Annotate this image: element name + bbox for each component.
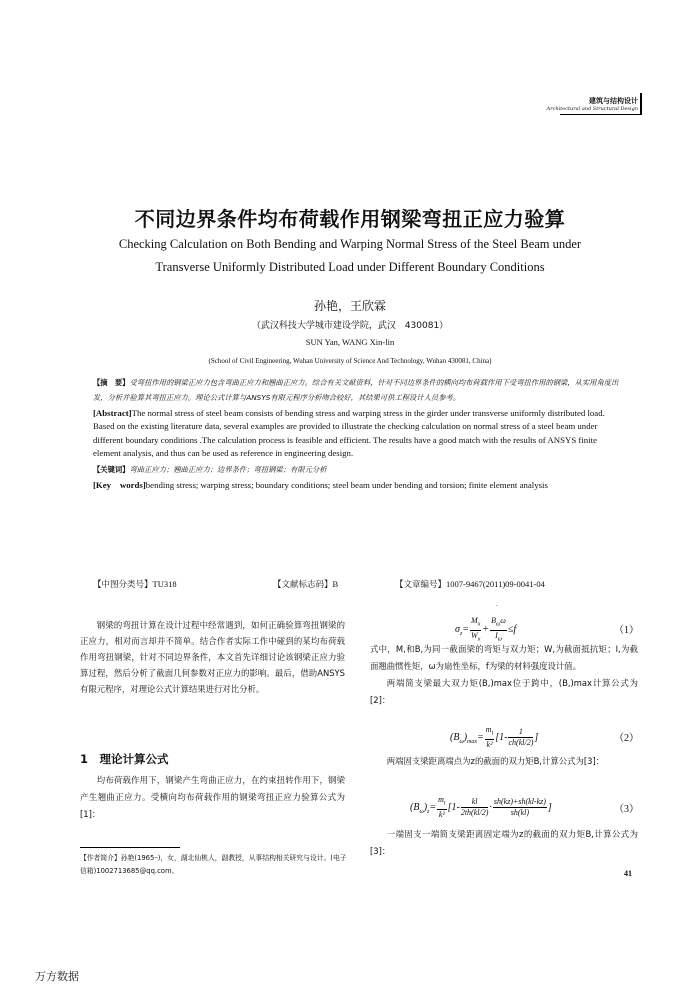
abstract-block: [93, 375, 623, 492]
equation-2: $(B_\omega)_{max}=$ $\frac{m_t}{\text{k²}}$ [1- $\frac{1}{ch(kl/2)}$ ]: [450, 725, 539, 749]
keywords-cn-label: 【关键词】: [93, 464, 130, 474]
equation-1: $\sigma_z=$ $\frac{M_x}{W_x}$ + $\frac{B_\omega\omega}{I_\omega}$ ≤f: [455, 616, 517, 643]
simple-beam-text: 两端简支梁最大双力矩(B,)max位于跨中，(B,)max计算公式为[2]：: [370, 678, 638, 705]
equation-3: $(B_\omega)_z=$ $\frac{m_t}{\text{k²}}$ [1- $\frac{kl}{2th(kl/2)}$ · $\frac{sh(kz)+sh(kl-kz)}{sh(kl)}$ ]: [410, 795, 552, 819]
fixed-beam-text: 两端固支梁距离端点为z的截面的双力矩B,计算公式为[3]：: [386, 756, 605, 766]
equation-1-description: [370, 641, 638, 709]
fixed-beam-paragraph: [370, 753, 638, 770]
page-number: 41: [624, 869, 632, 878]
clc-number: 【中图分类号】TU318: [93, 579, 177, 589]
section-1-text: 均布荷载作用下，钢梁产生弯曲正应力，在约束扭转作用下，钢梁产生翘曲正应力。受横向均布荷载作用的钢梁弯扭正应力验算公式为[1]：: [80, 775, 345, 819]
keywords-en-text: bending stress; warping stress; boundary conditions; steel beam under bending and torsion; finite element analysis: [145, 479, 548, 490]
section-1-body: [80, 772, 345, 823]
wanfang-watermark: 万方数据: [35, 970, 79, 983]
abstract-en-text: The normal stress of steel beam consists of bending stress and warping stress in the girder under transverse uniformly distributed load. Based on the existing literature data, several examples are provided to illustrate the checking calculation on normal stress of a steel beam under different boundary conditions .The calculation process is feasible and efficient. The results have a good match with the results of ANSYS finite element analysis, and thus can be used as reference in engineering design.: [93, 408, 605, 459]
header-divider-vertical: [640, 93, 642, 115]
keywords-en: [93, 479, 623, 492]
abstract-cn-label: 【摘 要】: [93, 378, 130, 387]
article-number: 【文章编号】1007-9467(2011)09-0041-04: [395, 579, 545, 589]
document-code: 【文献标志码】B: [273, 579, 339, 589]
author-footnote: 【作者简介】孙艳(1965–)，女，湖北仙桃人，副教授，从事结构相关研究与设计。(电子信箱)1002713685@qq.com。: [80, 854, 347, 875]
authors-cn: 孙艳，王欣霖: [313, 299, 386, 313]
abstract-en-label: [Abstract]: [93, 408, 132, 418]
equation-2-number: （2）: [614, 733, 639, 744]
cantilever-beam-paragraph: [370, 826, 638, 860]
equation-3-number: （3）: [614, 804, 639, 815]
journal-header-cn: 建筑与结构设计: [589, 97, 638, 105]
affiliation-cn: （武汉科技大学城市建设学院，武汉 430081）: [251, 321, 449, 331]
intro-paragraph: [80, 617, 345, 697]
abstract-cn: [93, 375, 623, 405]
separator-dot: ·: [496, 603, 498, 610]
equation-1-number: （1）: [614, 625, 639, 636]
keywords-cn-text: 弯曲正应力；翘曲正应力；边界条件；弯扭钢梁；有限元分析: [129, 464, 327, 474]
eq1-desc-text: 式中，M,和B,为同一截面梁的弯矩与双力矩；W,为截面抵抗矩；I,为截面翘曲惯性矩，ω为扇性坐标，f为梁的材料强度设计值。: [370, 644, 638, 671]
keywords-cn: [93, 462, 623, 477]
paper-title-cn: 不同边界条件均布荷载作用钢梁弯扭正应力验算: [134, 207, 566, 231]
abstract-cn-text: 受弯扭作用的钢梁正应力包含弯曲正应力和翘曲正应力。综合有关文献资料，针对不同边界条件的横向均布荷载作用下受弯扭作用的钢梁，从实用角度出发，分析并验算其弯扭正应力。理论公式计算与ANSYS有限元程序分析吻合较好，其结果可供工程设计人员参考。: [93, 378, 619, 402]
header-divider-horizontal: [560, 114, 640, 115]
intro-text: 钢梁的弯扭计算在设计过程中经常遇到，如何正确验算弯扭钢梁的正应力，相对而言却并不简单。结合作者实际工作中碰到的某均布荷载作用弯扭钢梁，针对不同边界条件，本文首先详细讨论该钢梁正应力验算过程，然后分析了截面几何参数对正应力的影响。最后，借助ANSYS有限元程序，对理论公式计算结果进行对比分析。: [80, 620, 345, 694]
authors-en: SUN Yan, WANG Xin-lin: [305, 337, 395, 347]
section-1-heading: 1 理论计算公式: [80, 752, 169, 766]
paper-title-en-line2: Transverse Uniformly Distributed Load under Different Boundary Conditions: [155, 260, 545, 274]
journal-header-en: Architectural and Structural Design: [546, 106, 638, 112]
cantilever-beam-text: 一端固支一端简支梁距离固定端为z的截面的双力矩B,计算公式为[3]：: [370, 829, 638, 856]
keywords-en-label: [Key words]: [93, 479, 146, 490]
footnote-divider: [80, 847, 180, 848]
affiliation-en: (School of Civil Engineering, Wuhan University of Science And Technology, Wuhan 430081, China): [208, 357, 492, 365]
abstract-en: [93, 407, 623, 461]
paper-title-en-line1: Checking Calculation on Both Bending and Warping Normal Stress of the Steel Beam under: [118, 237, 582, 251]
